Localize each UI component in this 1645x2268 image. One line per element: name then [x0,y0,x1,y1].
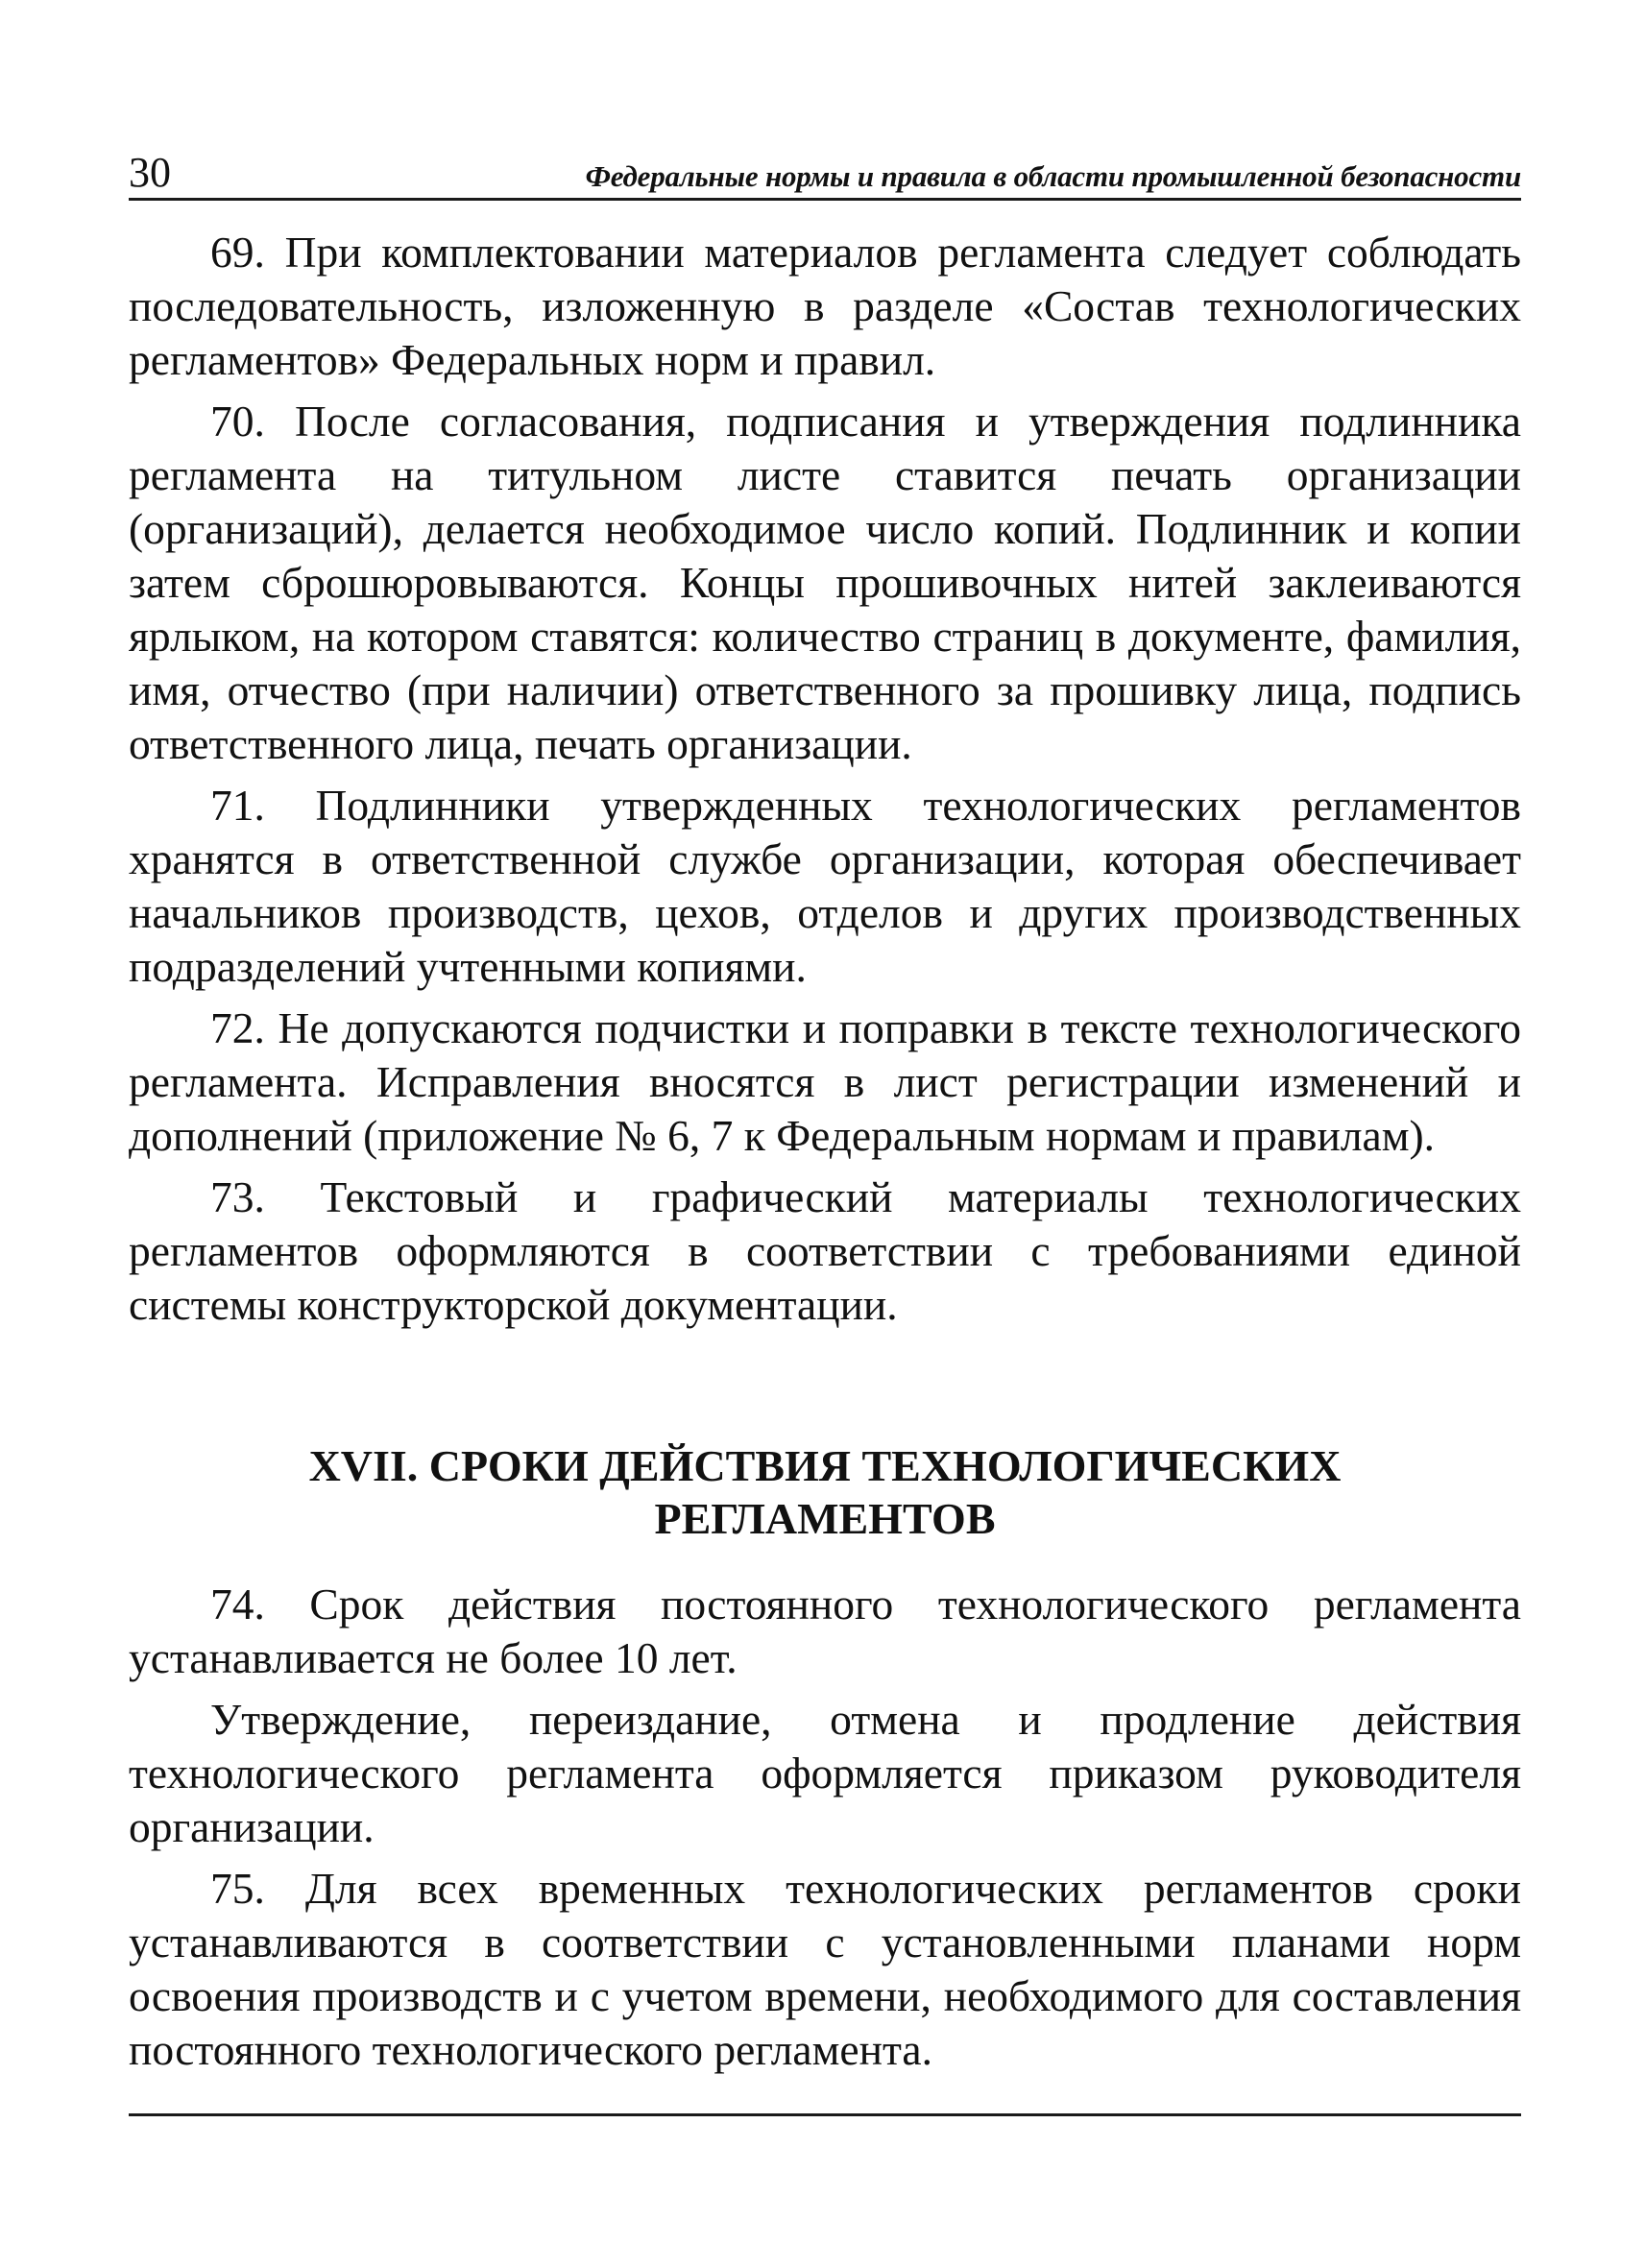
paragraph-73: 73. Текстовый и графический материалы технологических регламентов оформляются в соответствии с требованиями единой системы конструкторской документации. [129,1172,1521,1329]
section-heading-line-1: XVII. СРОКИ ДЕЙСТВИЯ ТЕХНОЛОГИЧЕСКИХ [308,1441,1342,1490]
paragraph-74-approval: Утверждение, переиздание, отмена и продление действия технологического регламента оформляется приказом руководителя организации. [129,1695,1521,1851]
document-body [129,226,1521,2077]
paragraph-75: 75. Для всех временных технологических регламентов сроки устанавливаются в соответствии с установленными планами норм освоения производств и с учетом времени, необходимого для составления постоянного технологического регламента. [129,1864,1521,2074]
document-page [129,144,1521,2116]
bottom-rule [129,2113,1521,2116]
section-heading-line-2: РЕГЛАМЕНТОВ [654,1494,996,1543]
section-heading [129,1439,1521,1545]
paragraph-72: 72. Не допускаются подчистки и поправки в тексте технологического регламента. Исправления вносятся в лист регистрации изменений и дополнений (приложение № 6, 7 к Федеральным нормам и правилам). [129,1003,1521,1160]
running-header [129,144,1521,201]
page-number: 30 [129,149,171,196]
running-header-title: Федеральные нормы и правила в области промышленной безопасности [585,159,1521,193]
paragraph-74: 74. Срок действия постоянного технологического регламента устанавливается не более 10 лет. [129,1580,1521,1682]
paragraph-71: 71. Подлинники утвержденных технологических регламентов хранятся в ответственной службе организации, которая обеспечивает начальников производств, цехов, отделов и других производственных подразделений учтенными копиями. [129,781,1521,991]
paragraph-70: 70. После согласования, подписания и утверждения подлинника регламента на титульном листе ставится печать организации (организаций), делается необходимое число копий. Подлинник и копии затем сброшюровываются. Концы прошивочных нитей заклеиваются ярлыком, на котором ставятся: количество страниц в документе, фамилия, имя, отчество (при наличии) ответственного за прошивку лица, подпись ответственного лица, печать организации. [129,397,1521,768]
paragraph-69: 69. При комплектовании материалов регламента следует соблюдать последовательность, изложенную в разделе «Состав технологических регламентов» Федеральных норм и правил. [129,228,1521,384]
